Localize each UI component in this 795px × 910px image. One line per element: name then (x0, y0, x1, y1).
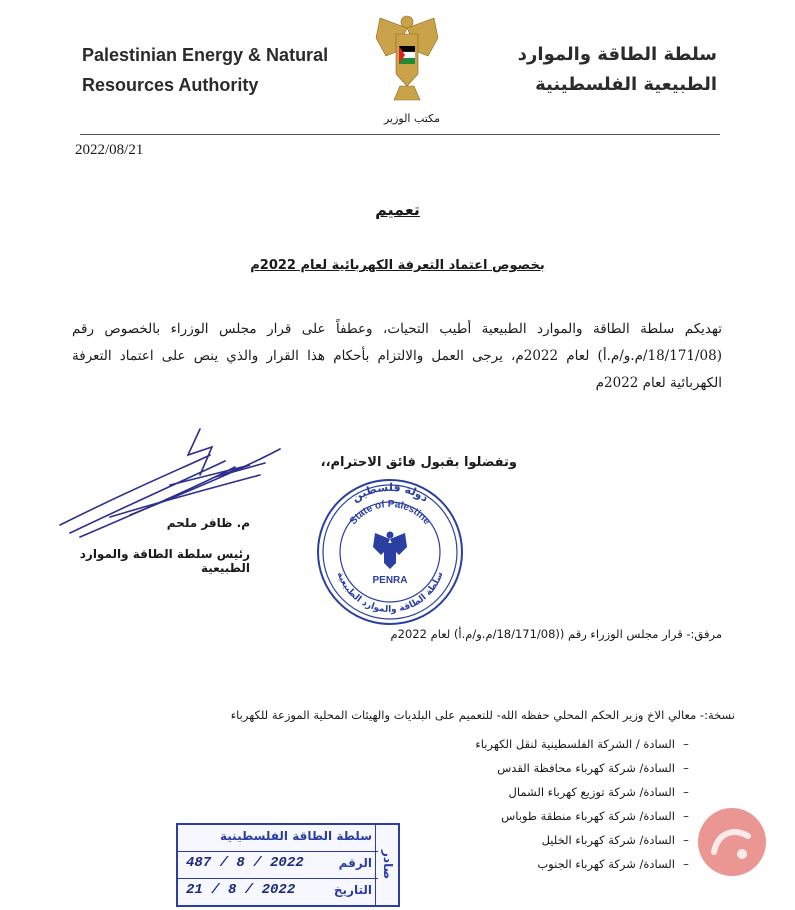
closing-greeting: وتفضلوا بقبول فائق الاحترام،، (320, 455, 517, 470)
header-divider (80, 134, 720, 135)
dash-bullet: – (683, 737, 689, 751)
stamp-heading-row (178, 825, 378, 852)
stamp-date-value: 21 / 8 / 2022 (186, 882, 296, 898)
dash-bullet: – (683, 833, 689, 847)
org-name-arabic-line1: سلطة الطاقة والموارد (517, 44, 717, 65)
stamp-side-label: صادر (375, 825, 398, 905)
dash-bullet: – (683, 857, 689, 871)
watermark-logo-icon (692, 802, 772, 882)
org-name-english-line2: Resources Authority (82, 75, 259, 95)
document-subject: بخصوص اعتماد التعرفة الكهربائية لعام 2022م (250, 258, 545, 273)
org-name-arabic-line2: الطبيعية الفلسطينية (535, 74, 717, 95)
list-item: –السادة/ شركة كهرباء محافظة القدس (475, 758, 697, 782)
copy-heading: نسخة:- معالي الاخ وزير الحكم المحلي حفظه الله- للتعميم على البلديات والهيئات المحلية الموزعة للكهرباء (230, 708, 735, 722)
stamp-number-label: الرقم (338, 856, 372, 870)
stamp-date-label: التاريخ (333, 883, 372, 897)
org-name-english-line1: Palestinian Energy & Natural (82, 45, 329, 65)
registry-stamp (176, 823, 400, 907)
attachment-line: مرفق:- قرار مجلس الوزراء رقم ((18/171/08/م.و/م.أ) لعام 2022م (390, 627, 722, 641)
minister-office-label: مكتب الوزير (383, 112, 441, 125)
list-item: –السادة/ شركة كهرباء الجنوب (475, 854, 697, 878)
signatory-title: رئيس سلطة الطاقة والموارد الطبيعية (79, 547, 250, 575)
list-item: –السادة/ شركة توزيع كهرباء الشمال (475, 782, 697, 806)
document-title: تعميم (375, 200, 420, 219)
seal-ring-text: State of Palestine (347, 498, 433, 527)
official-seal (315, 477, 465, 627)
org-name-english (82, 40, 328, 100)
palestine-eagle-emblem-icon (372, 8, 442, 108)
dash-bullet: – (683, 761, 689, 775)
signatory-name: م. ظافر ملحم (166, 516, 250, 530)
document-body: تهديكم سلطة الطاقة والموارد الطبيعية أطيب التحيات، وعطفاً على قرار مجلس الوزراء بالخصوص رقم (18/171/08/م.و/م.أ) لعام 2022م، يرجى العمل والالتزام بأحكام هذا القرار والذي ينص على اعتماد التعرفة الكهربائية لعام 2022م (72, 321, 723, 391)
dash-bullet: – (683, 809, 689, 823)
copy-recipients-list (475, 734, 697, 878)
seal-top-text: دولة فلسطين (349, 480, 431, 505)
seal-bottom-text: سلطة الطاقة والموارد الطبيعية (334, 570, 446, 616)
stamp-number-value: 487 / 8 / 2022 (186, 855, 304, 871)
document-date: 2022/08/21 (75, 142, 144, 158)
list-item: –السادة/ شركة كهرباء منطقة طوباس (475, 806, 697, 830)
stamp-heading: سلطة الطاقة الفلسطينية (220, 829, 372, 843)
org-name-arabic (518, 40, 717, 100)
list-item: –السادة/ شركة كهرباء الخليل (475, 830, 697, 854)
stamp-number-row (178, 852, 378, 879)
seal-abbr: PENRA (372, 575, 408, 586)
seal-eagle-icon (373, 532, 407, 570)
list-item: –السادة / الشركة الفلسطينية لنقل الكهرباء (475, 734, 697, 758)
stamp-date-row (178, 879, 378, 905)
dash-bullet: – (683, 785, 689, 799)
